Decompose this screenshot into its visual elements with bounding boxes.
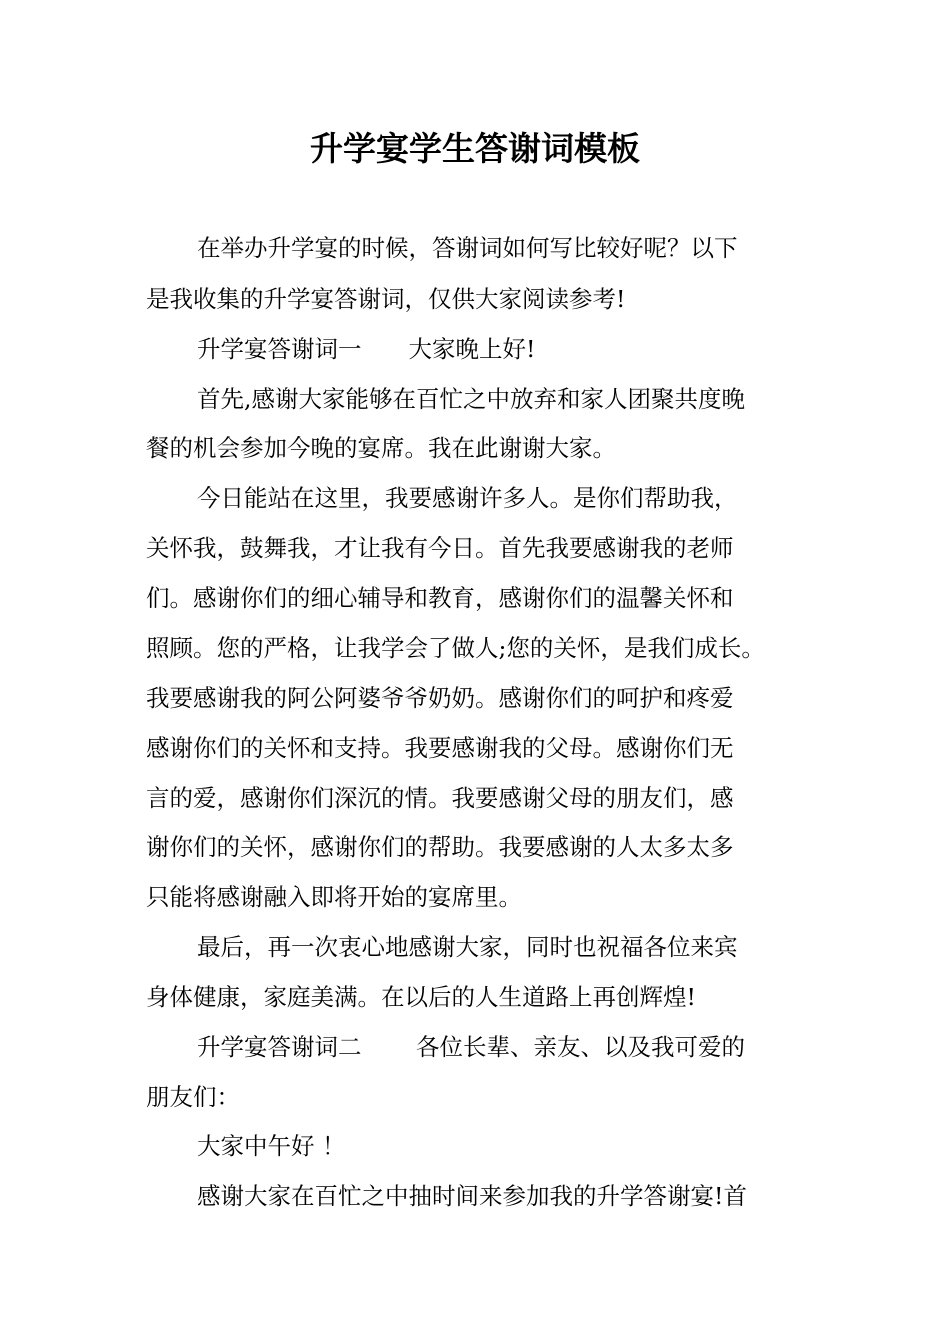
text-line: 是我收集的升学宴答谢词，仅供大家阅读参考!	[146, 285, 626, 313]
text-line: 在举办升学宴的时候，答谢词如何写比较好呢？以下	[197, 234, 738, 262]
text-line: 谢你们的关怀，感谢你们的帮助。我要感谢的人太多太多	[146, 833, 734, 861]
text-line: 餐的机会参加今晚的宴席。我在此谢谢大家。	[146, 434, 616, 462]
text-line: 只能将感谢融入即将开始的宴席里。	[146, 883, 522, 911]
text-line: 感谢大家在百忙之中抽时间来参加我的升学答谢宴!首	[197, 1182, 747, 1210]
text-line: 最后，再一次衷心地感谢大家，同时也祝福各位来宾	[197, 933, 738, 961]
text-line: 我要感谢我的阿公阿婆爷爷奶奶。感谢你们的呵护和疼爱	[146, 684, 734, 712]
text-line: 朋友们：	[146, 1083, 240, 1111]
text-line: 升学宴答谢词二 各位长辈、亲友、以及我可爱的	[197, 1033, 745, 1061]
document-title: 升学宴学生答谢词模板	[310, 129, 640, 168]
text-line: 们。感谢你们的细心辅导和教育，感谢你们的温馨关怀和	[146, 584, 734, 612]
text-line: 大家中午好 ！	[197, 1132, 346, 1160]
text-line: 照顾。您的严格，让我学会了做人;您的关怀，是我们成长。	[146, 634, 765, 662]
text-line: 关怀我，鼓舞我，才让我有今日。首先我要感谢我的老师	[146, 534, 734, 562]
text-line: 今日能站在这里，我要感谢许多人。是你们帮助我，	[197, 484, 738, 512]
text-line: 升学宴答谢词一 大家晚上好!	[197, 335, 536, 363]
text-line: 言的爱，感谢你们深沉的情。我要感谢父母的朋友们，感	[146, 784, 734, 812]
text-line: 首先,感谢大家能够在百忙之中放弃和家人团聚共度晚	[197, 385, 745, 413]
text-line: 感谢你们的关怀和支持。我要感谢我的父母。感谢你们无	[146, 734, 734, 762]
text-line: 身体健康，家庭美满。在以后的人生道路上再创辉煌!	[146, 983, 696, 1011]
